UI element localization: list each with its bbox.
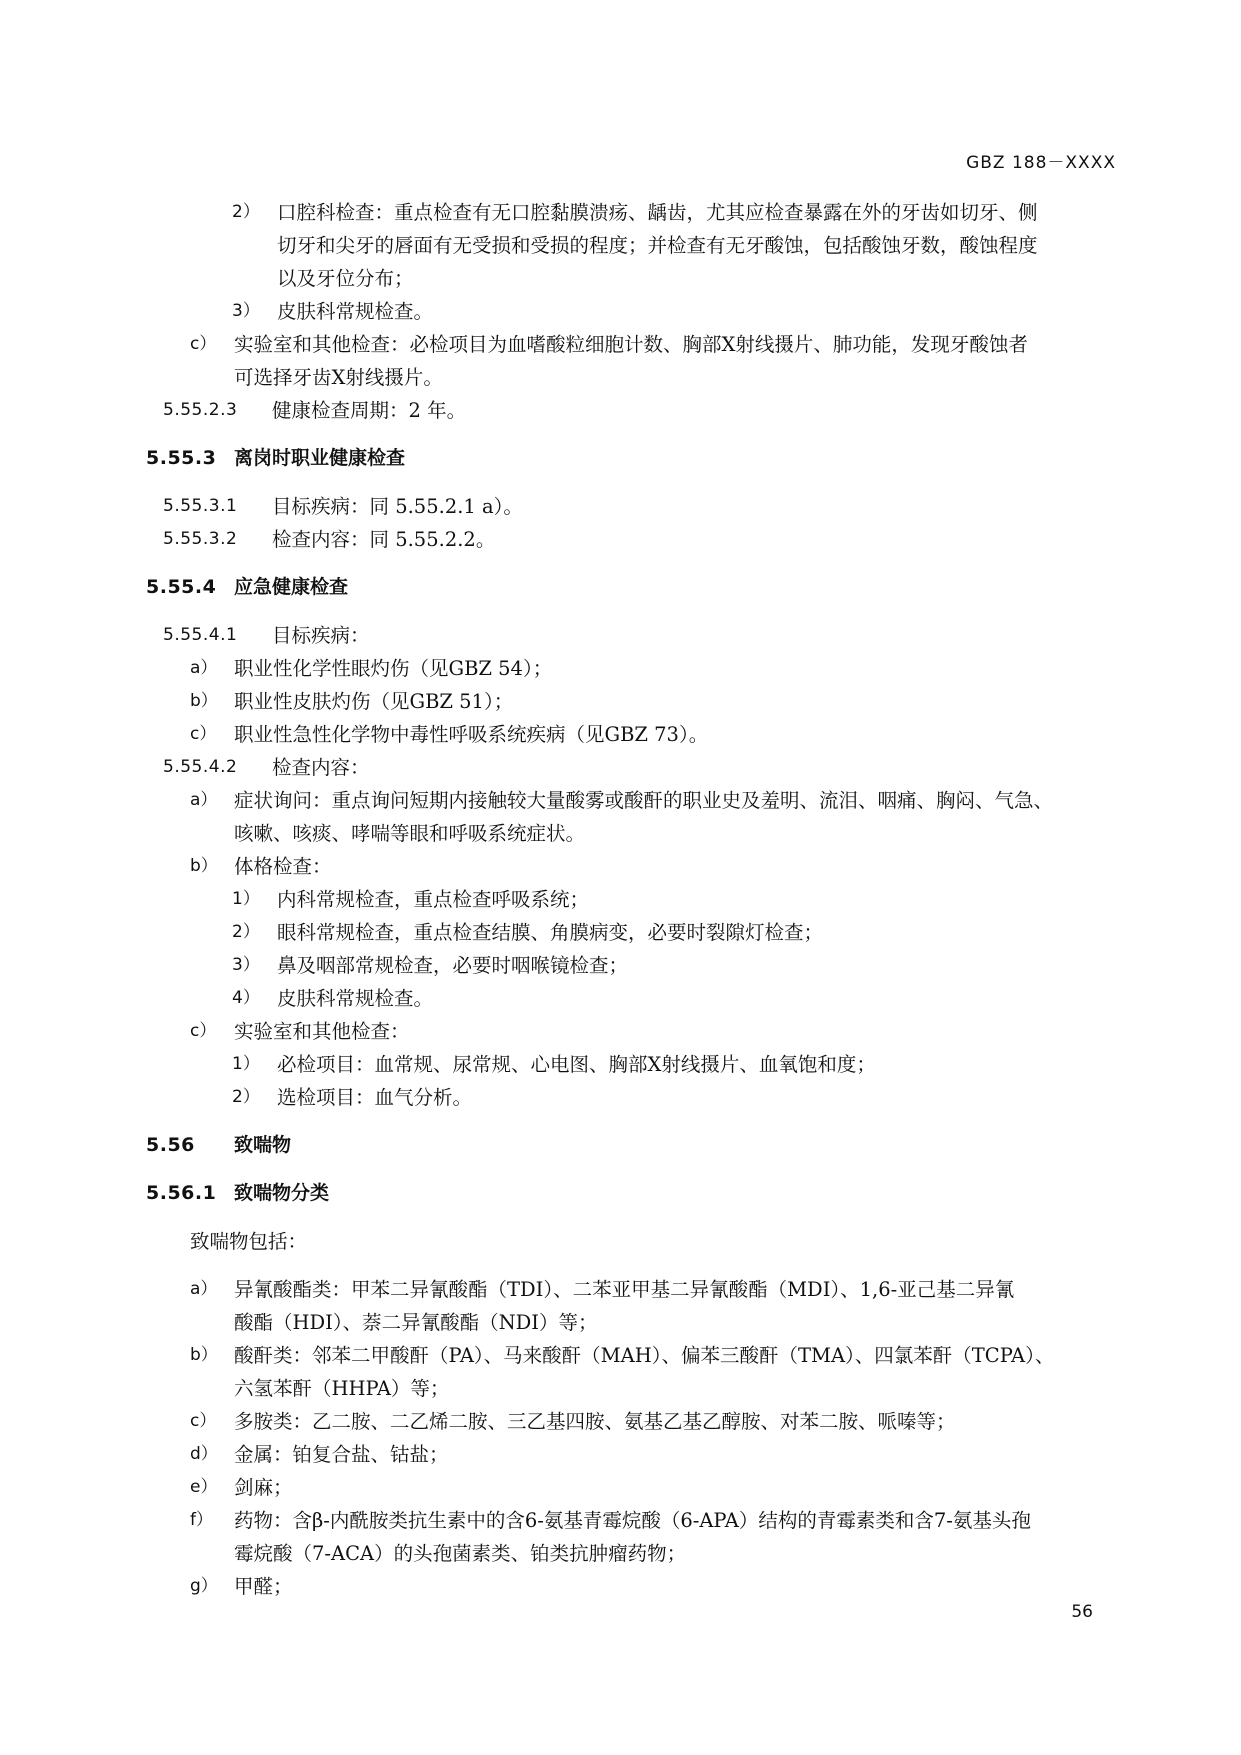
spacer: [0, 604, 1241, 619]
line-text: 必检项目：血常规、尿常规、心电图、胸部X射线摄片、血氧饱和度；: [277, 1053, 876, 1076]
list-item: [0, 652, 1241, 685]
document-header: GBZ 188－XXXX: [966, 153, 1116, 173]
line-text: 鼻及咽部常规检查，必要时咽喉镜检查；: [277, 954, 629, 977]
list-item-continuation: [0, 1306, 1241, 1339]
clause-number: 5.55.4.2: [163, 757, 238, 777]
document-body: [0, 196, 1241, 1603]
clause: [0, 751, 1241, 784]
list-marker: f）: [190, 1510, 213, 1530]
list-marker: 4）: [232, 988, 260, 1008]
clause-number: 5.55.3.2: [163, 529, 238, 549]
spacer: [0, 475, 1241, 490]
line-text: 皮肤科常规检查。: [277, 300, 434, 323]
line-text: 咳嗽、咳痰、哮喘等眼和呼吸系统症状。: [234, 822, 586, 845]
sub-list-item: [0, 295, 1241, 328]
line-text: 切牙和尖牙的唇面有无受损和受损的程度；并检查有无牙酸蚀，包括酸蚀牙数，酸蚀程度: [277, 234, 1038, 257]
list-marker: 2）: [232, 202, 260, 222]
clause: [0, 394, 1241, 427]
line-text: 药物：含β-内酰胺类抗生素中的含6-氨基青霉烷酸（6-APA）结构的青霉素类和含7-氨基头孢: [234, 1509, 1031, 1532]
list-marker: d）: [190, 1444, 218, 1464]
list-item: [0, 1273, 1241, 1306]
line-text: 实验室和其他检查：必检项目为血嗜酸粒细胞计数、胸部X射线摄片、肺功能，发现牙酸蚀者: [234, 333, 1028, 356]
spacer: [0, 556, 1241, 571]
line-text: 多胺类：乙二胺、二乙烯二胺、三乙基四胺、氨基乙基乙醇胺、对苯二胺、哌嗪等；: [234, 1410, 956, 1433]
line-text: 甲醛；: [234, 1575, 293, 1598]
sub-list-item-continuation: [0, 229, 1241, 262]
list-item: [0, 1405, 1241, 1438]
line-text: 可选择牙齿X射线摄片。: [234, 366, 443, 389]
line-text: 以及牙位分布；: [277, 267, 414, 290]
list-marker: 2）: [232, 1087, 260, 1107]
line-text: 职业性化学性眼灼伤（见GBZ 54）；: [234, 657, 553, 680]
list-item: [0, 1438, 1241, 1471]
sub-list-item: [0, 949, 1241, 982]
clause: [0, 523, 1241, 556]
list-item-continuation: [0, 1372, 1241, 1405]
list-marker: c）: [190, 334, 217, 354]
line-text: 内科常规检查，重点检查呼吸系统；: [277, 888, 590, 911]
clause-number: 5.55.3: [146, 447, 217, 469]
clause-number: 5.55.4: [146, 576, 217, 598]
line-text: 剑麻；: [234, 1476, 293, 1499]
clause-number: 5.56: [146, 1134, 195, 1156]
list-marker: 2）: [232, 922, 260, 942]
line-text: 异氰酸酯类：甲苯二异氰酸酯（TDI）、二苯亚甲基二异氰酸酯（MDI）、1,6-亚己基二异氰: [234, 1278, 1015, 1301]
clause: [0, 619, 1241, 652]
list-marker: b）: [190, 1345, 218, 1365]
list-marker: a）: [190, 790, 218, 810]
line-text: 职业性急性化学物中毒性呼吸系统疾病（见GBZ 73）。: [234, 723, 709, 746]
sub-list-item: [0, 1081, 1241, 1114]
spacer: [0, 1114, 1241, 1129]
line-text: 检查内容：同 5.55.2.2。: [272, 528, 496, 551]
line-text: 目标疾病：同 5.55.2.1 a）。: [272, 495, 523, 518]
line-text: 六氢苯酐（HHPA）等；: [234, 1377, 450, 1400]
list-marker: 1）: [232, 1054, 260, 1074]
list-item: [0, 1015, 1241, 1048]
clause: [0, 490, 1241, 523]
line-text: 体格检查：: [234, 855, 332, 878]
line-text: 健康检查周期：2 年。: [272, 399, 467, 422]
line-text: 酸酐类：邻苯二甲酸酐（PA）、马来酸酐（MAH）、偏苯三酸酐（TMA）、四氯苯酐（TCPA）、: [234, 1344, 1055, 1367]
list-item: [0, 1339, 1241, 1372]
list-marker: c）: [190, 1021, 217, 1041]
paragraph: [0, 1225, 1241, 1258]
heading-text: 离岗时职业健康检查: [234, 447, 406, 469]
sub-list-item: [0, 1048, 1241, 1081]
line-text: 检查内容：: [272, 756, 370, 779]
list-marker: c）: [190, 1411, 217, 1431]
clause-number: 5.55.2.3: [163, 400, 238, 420]
list-marker: 1）: [232, 889, 260, 909]
heading-text: 致喘物: [234, 1134, 292, 1156]
list-item: [0, 328, 1241, 361]
section-heading: [0, 1129, 1241, 1162]
list-item: [0, 850, 1241, 883]
line-text: 酸酯（HDI）、萘二异氰酸酯（NDI）等；: [234, 1311, 598, 1334]
list-item: [0, 1471, 1241, 1504]
line-text: 职业性皮肤灼伤（见GBZ 51）；: [234, 690, 514, 713]
list-marker: 3）: [232, 301, 260, 321]
line-text: 口腔科检查：重点检查有无口腔黏膜溃疡、龋齿，尤其应检查暴露在外的牙齿如切牙、侧: [277, 201, 1038, 224]
list-item: [0, 1504, 1241, 1537]
line-text: 皮肤科常规检查。: [277, 987, 434, 1010]
list-marker: a）: [190, 658, 218, 678]
spacer: [0, 1162, 1241, 1177]
list-marker: 3）: [232, 955, 260, 975]
line-text: 致喘物包括：: [190, 1230, 308, 1253]
line-text: 眼科常规检查，重点检查结膜、角膜病变，必要时裂隙灯检查；: [277, 921, 824, 944]
section-heading: [0, 1177, 1241, 1210]
list-item: [0, 784, 1241, 817]
line-text: 实验室和其他检查：: [234, 1020, 410, 1043]
spacer: [0, 1258, 1241, 1273]
list-marker: b）: [190, 856, 218, 876]
section-heading: [0, 442, 1241, 475]
heading-text: 应急健康检查: [234, 576, 349, 598]
clause-number: 5.55.4.1: [163, 625, 238, 645]
list-marker: e）: [190, 1477, 218, 1497]
sub-list-item: [0, 196, 1241, 229]
list-item: [0, 718, 1241, 751]
line-text: 金属：铂复合盐、钴盐；: [234, 1443, 449, 1466]
page-number: 56: [1071, 1602, 1093, 1622]
list-item-continuation: [0, 361, 1241, 394]
sub-list-item: [0, 883, 1241, 916]
clause-number: 5.56.1: [146, 1182, 217, 1204]
line-text: 霉烷酸（7-ACA）的头孢菌素类、铂类抗肿瘤药物；: [234, 1542, 687, 1565]
sub-list-item: [0, 982, 1241, 1015]
line-text: 选检项目：血气分析。: [277, 1086, 473, 1109]
list-marker: a）: [190, 1279, 218, 1299]
sub-list-item-continuation: [0, 262, 1241, 295]
list-marker: b）: [190, 691, 218, 711]
line-text: 症状询问：重点询问短期内接触较大量酸雾或酸酐的职业史及羞明、流泪、咽痛、胸闷、气急、: [234, 789, 1054, 812]
list-marker: g）: [190, 1576, 218, 1596]
spacer: [0, 1210, 1241, 1225]
spacer: [0, 427, 1241, 442]
sub-list-item: [0, 916, 1241, 949]
list-item: [0, 1570, 1241, 1603]
section-heading: [0, 571, 1241, 604]
list-item-continuation: [0, 1537, 1241, 1570]
heading-text: 致喘物分类: [234, 1182, 330, 1204]
list-item-continuation: [0, 817, 1241, 850]
line-text: 目标疾病：: [272, 624, 370, 647]
list-item: [0, 685, 1241, 718]
list-marker: c）: [190, 724, 217, 744]
clause-number: 5.55.3.1: [163, 496, 238, 516]
